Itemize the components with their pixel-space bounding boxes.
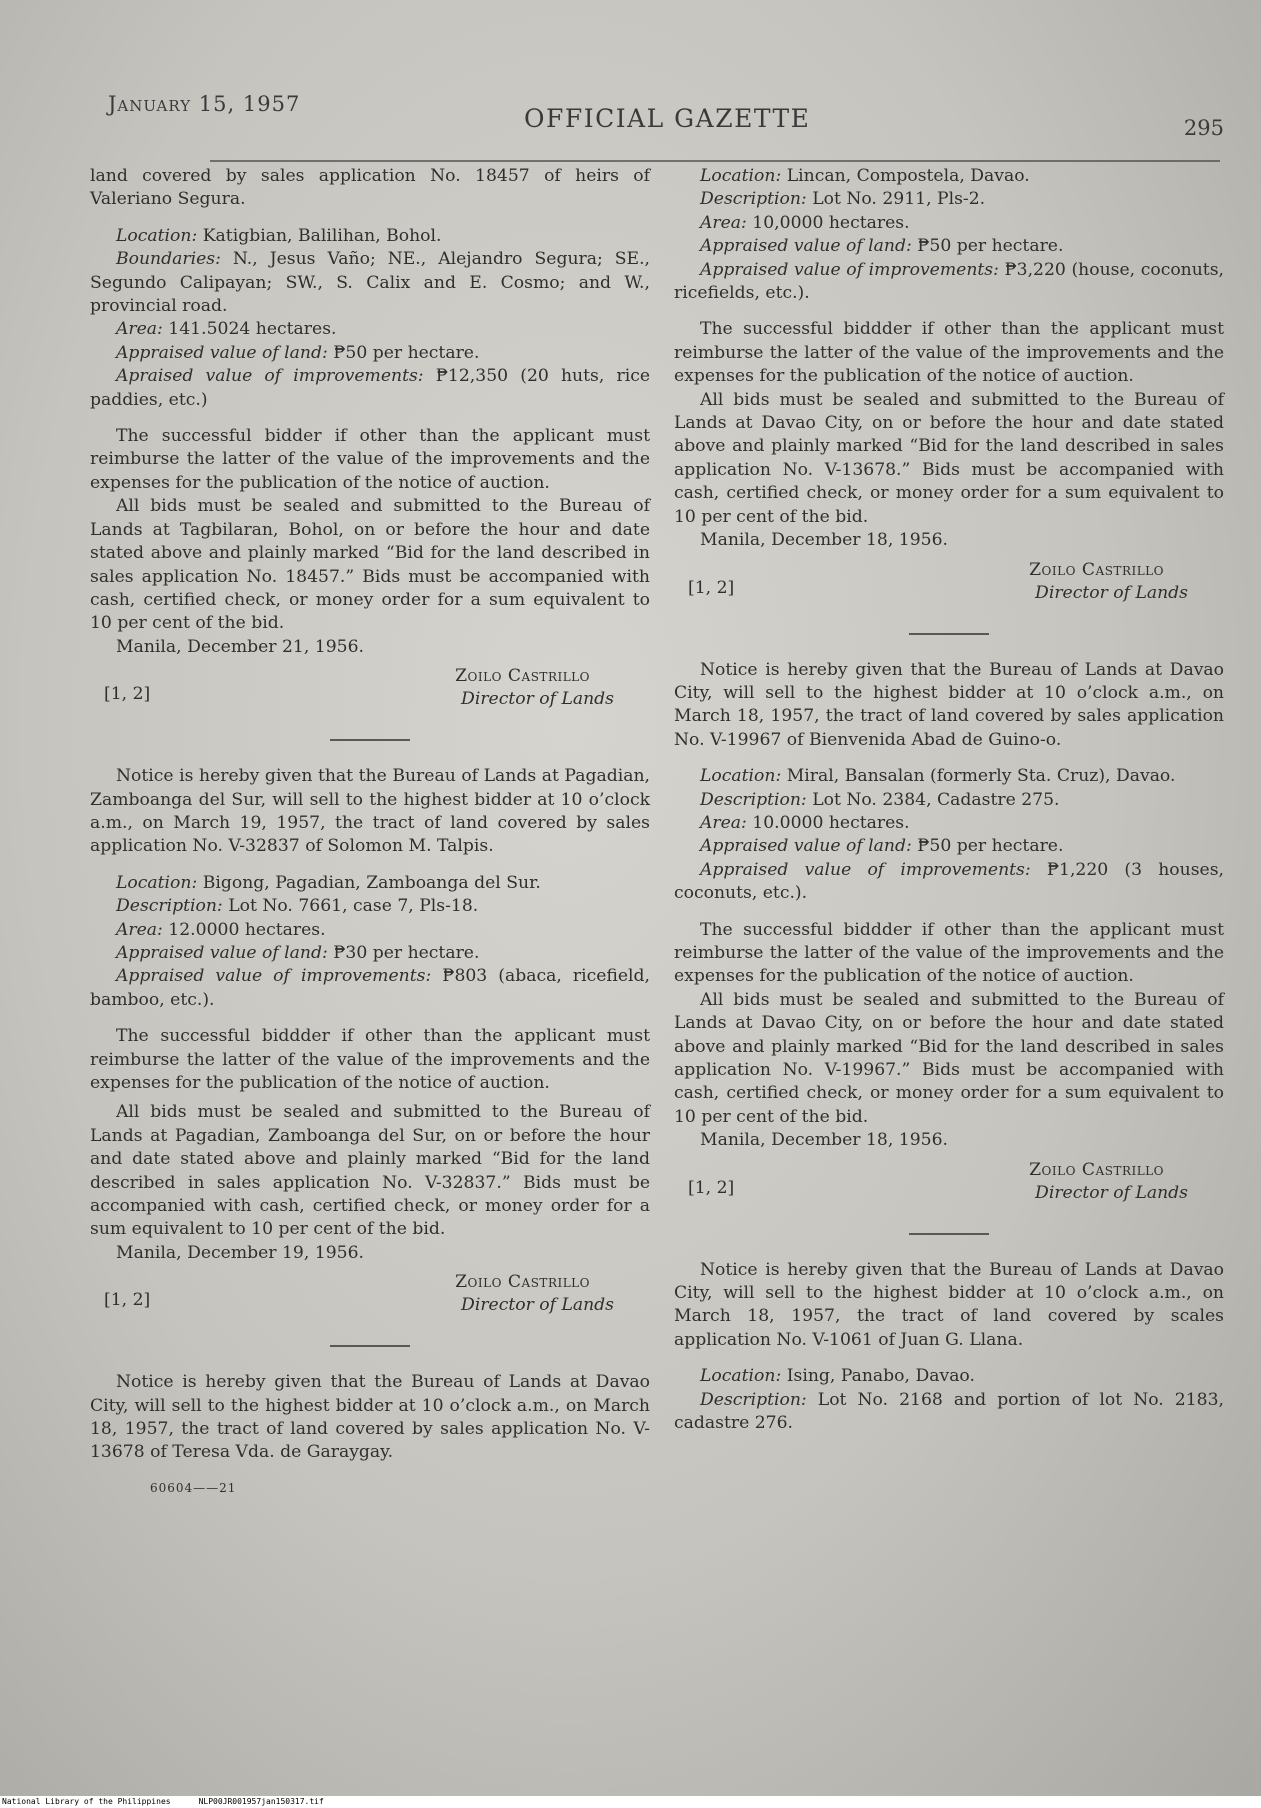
notice-5-description — [674, 1389, 1224, 1436]
field-value: Bigong, Pagadian, Zamboanga del Sur. — [197, 872, 541, 893]
print-code: 60604——21 — [150, 1480, 237, 1495]
header-date: January 15, 1957 — [108, 92, 301, 116]
notice-1-signature — [90, 665, 650, 717]
field-value: Ising, Panabo, Davao. — [781, 1366, 975, 1387]
field-value: Miral, Bansalan (formerly Sta. Cruz), Davao. — [781, 766, 1176, 787]
signatory-name: Zoilo Castrillo — [1029, 559, 1164, 580]
notice-4-land-value — [674, 835, 1224, 858]
notice-4-signature — [674, 1159, 1224, 1211]
notice-3-bids-paragraph: All bids must be sealed and submitted to the Bureau of Lands at Davao City, on or before the hour and date stated above and plainly marked “Bid for the land described in sales application No. V-13678.” Bids must be accompanied with cash, certified check, or money order for a sum equivalent to 10 per cent of the bid. — [674, 389, 1224, 527]
field-value: Katigbian, Balilihan, Bohol. — [197, 225, 442, 246]
notice-3-description — [674, 188, 1224, 211]
signatory-title: Director of Lands — [1035, 1182, 1188, 1203]
notice-separator — [330, 1345, 410, 1347]
left-column — [90, 165, 650, 1500]
header-page-number: 295 — [1183, 116, 1224, 140]
notice-2-description — [90, 895, 650, 918]
notice-1-reimburse-paragraph: The successful bidder if other than the applicant must reimburse the latter of the value of the improvements and the expenses for the publication of the notice of auction. — [90, 426, 650, 493]
signatory-name: Zoilo Castrillo — [1029, 1159, 1164, 1180]
notice-4-description — [674, 789, 1224, 812]
field-value: 10,0000 hectares. — [746, 212, 910, 233]
reference-mark: [1, 2] — [688, 1177, 735, 1198]
field-value: N., Jesus Vaño; NE., Alejandro Segura; SE., Segundo Calipayan; SW., S. Calix and E. Cosmo; and W., provincial road. — [90, 249, 650, 317]
footer-filename: NLP00JR001957jan150317.tif — [198, 1797, 324, 1806]
field-label: Location: — [700, 766, 782, 787]
notice-4-area — [674, 812, 1224, 835]
notice-4-bids-paragraph: All bids must be sealed and submitted to the Bureau of Lands at Davao City, on or before the hour and date stated above and plainly marked “Bid for the land described in sales application No. V-19967.” Bids must be accompanied with cash, certified check, or money order for a sum equivalent to 10 per cent of the bid. — [674, 989, 1224, 1127]
signatory-name: Zoilo Castrillo — [455, 666, 590, 687]
field-label: Area: — [700, 212, 747, 233]
notice-3-reimburse-paragraph: The successful biddder if other than the applicant must reimburse the latter of the value of the improvements and the expenses for the publication of the notice of auction. — [674, 319, 1224, 387]
field-label: Appraised value of land: — [116, 342, 328, 363]
signatory-title: Director of Lands — [461, 689, 614, 710]
field-label: Appraised value of improvements: — [700, 259, 999, 280]
field-value: ₱12,350 (20 huts, rice paddies, etc.) — [90, 366, 651, 410]
field-label: Description: — [700, 789, 807, 810]
field-label: Appraised value of improvements: — [700, 859, 1031, 880]
field-label: Location: — [116, 225, 198, 246]
field-value: Lot No. 7661, case 7, Pls-18. — [222, 896, 479, 917]
footer-library: National Library of the Philippines — [2, 1797, 171, 1806]
field-label: Area: — [116, 319, 163, 340]
notice-1-bids-paragraph: All bids must be sealed and submitted to the Bureau of Lands at Tagbilaran, Bohol, on or before the hour and date stated above and plainly marked “Bid for the land described in sales application No. 18457.” Bids must be accompanied with cash, certified check, or money order for a sum equivalent to 10 per cent of the bid. — [90, 496, 650, 634]
field-value: Lot No. 2168 and portion of lot No. 2183, cadastre 276. — [674, 1389, 1224, 1434]
header-title: OFFICIAL GAZETTE — [524, 104, 811, 133]
field-label: Description: — [116, 896, 223, 917]
notice-3-intro: Notice is hereby given that the Bureau of Lands at Davao City, will sell to the highest bidder at 10 o’clock a.m., on March 18, 1957, the tract of land covered by sales application No. V-13678 of Teresa Vda. de Garaygay. — [90, 1372, 650, 1463]
field-value: Lot No. 2384, Cadastre 275. — [806, 789, 1060, 810]
notice-1-location — [90, 225, 650, 248]
header-rule — [210, 160, 1220, 162]
field-value: Lot No. 2911, Pls-2. — [806, 189, 986, 210]
field-value: 141.5024 hectares. — [162, 319, 337, 340]
field-label: Appraised value of land: — [116, 942, 328, 963]
notice-2-land-value — [90, 942, 650, 965]
notice-separator — [909, 633, 989, 635]
field-value: 12.0000 hectares. — [162, 919, 326, 940]
notice-2-signature — [90, 1271, 650, 1323]
field-label: Location: — [116, 872, 198, 893]
notice-4-location — [674, 765, 1224, 788]
field-label: Location: — [700, 1366, 782, 1387]
notice-1-intro: land covered by sales application No. 18457 of heirs of Valeriano Segura. — [90, 166, 650, 210]
reference-mark: [1, 2] — [104, 1290, 151, 1311]
notice-2-bids-paragraph: All bids must be sealed and submitted to the Bureau of Lands at Pagadian, Zamboanga del Sur, on or before the hour and date stated above and plainly marked “Bid for the land described in sales application No. V-32837.” Bids must be accompanied with cash, certified check, or money order for a sum equivalent to 10 per cent of the bid. — [90, 1102, 650, 1240]
notice-2-intro: Notice is hereby given that the Bureau of Lands at Pagadian, Zamboanga del Sur, will sell to the highest bidder at 10 o’clock a.m., on March 19, 1957, the tract of land covered by sales application No. V-32837 of Solomon M. Talpis. — [90, 766, 650, 857]
field-value: ₱50 per hectare. — [911, 836, 1064, 857]
signatory-name: Zoilo Castrillo — [455, 1272, 590, 1293]
field-label: Appraised value of land: — [700, 836, 912, 857]
notice-2-location — [90, 872, 650, 895]
notice-2-reimburse-paragraph: The successful biddder if other than the applicant must reimburse the latter of the value of the improvements and the expenses for the publication of the notice of auction. — [90, 1026, 650, 1093]
notice-5-intro: Notice is hereby given that the Bureau of Lands at Davao City, will sell to the highest bidder at 10 o’clock a.m., on March 18, 1957, the tract of land covered by scales application No. V-1061 of Juan G. Llana. — [674, 1259, 1224, 1350]
reference-mark: [1, 2] — [104, 684, 151, 705]
field-value: ₱3,220 (house, coconuts, ricefields, etc.). — [674, 259, 1224, 304]
notice-1-area — [90, 318, 650, 341]
field-label: Appraised value of land: — [700, 236, 912, 257]
notice-4-intro: Notice is hereby given that the Bureau of Lands at Davao City, will sell to the highest bidder at 10 o’clock a.m., on March 18, 1957, the tract of land covered by sales application No. V-19967 of Bienvenida Abad de Guino-o. — [674, 659, 1224, 750]
right-column — [674, 165, 1224, 1435]
field-value: ₱1,220 (3 houses, coconuts, etc.). — [674, 859, 1225, 904]
field-value: ₱50 per hectare. — [911, 236, 1064, 257]
notice-separator — [330, 739, 410, 741]
notice-1-land-value — [90, 342, 650, 365]
notice-separator — [909, 1233, 989, 1235]
field-value: ₱803 (abaca, ricefield, bamboo, etc.). — [90, 966, 651, 1010]
notice-3-land-value — [674, 235, 1224, 258]
notice-3-location — [674, 165, 1224, 188]
field-label: Area: — [700, 812, 747, 833]
field-label: Description: — [700, 1389, 807, 1410]
field-value: 10.0000 hectares. — [746, 812, 910, 833]
notice-3-dateline: Manila, December 18, 1956. — [700, 530, 948, 551]
field-value: Lincan, Compostela, Davao. — [781, 166, 1030, 186]
notice-5-location — [674, 1365, 1224, 1388]
page-header — [104, 88, 1224, 148]
scan-footer — [0, 1796, 1261, 1808]
notice-2-improvements-value — [90, 965, 650, 1012]
notice-4-reimburse-paragraph: The successful biddder if other than the applicant must reimburse the latter of the value of the improvements and the expenses for the publication of the notice of auction. — [674, 919, 1224, 987]
notice-3-signature — [674, 559, 1224, 611]
field-label: Description: — [700, 189, 807, 210]
notice-2-dateline: Manila, December 19, 1956. — [116, 1242, 364, 1263]
notice-4-dateline: Manila, December 18, 1956. — [700, 1130, 948, 1151]
reference-mark: [1, 2] — [688, 577, 735, 598]
field-label: Location: — [700, 166, 782, 186]
field-label: Apraised value of improvements: — [116, 366, 424, 387]
signatory-title: Director of Lands — [461, 1295, 614, 1316]
notice-3-improvements-value — [674, 259, 1224, 306]
field-label: Area: — [116, 919, 163, 940]
field-value: ₱50 per hectare. — [327, 342, 480, 363]
field-label: Appraised value of improvements: — [116, 966, 432, 987]
notice-4-improvements-value — [674, 859, 1224, 906]
signatory-title: Director of Lands — [1035, 582, 1188, 603]
field-value: ₱30 per hectare. — [327, 942, 480, 963]
field-label: Boundaries: — [116, 249, 221, 270]
notice-1-improvements-value — [90, 365, 650, 412]
notice-3-area — [674, 212, 1224, 235]
notice-1-boundaries — [90, 248, 650, 318]
notice-2-area — [90, 919, 650, 942]
notice-1-dateline: Manila, December 21, 1956. — [116, 636, 364, 657]
